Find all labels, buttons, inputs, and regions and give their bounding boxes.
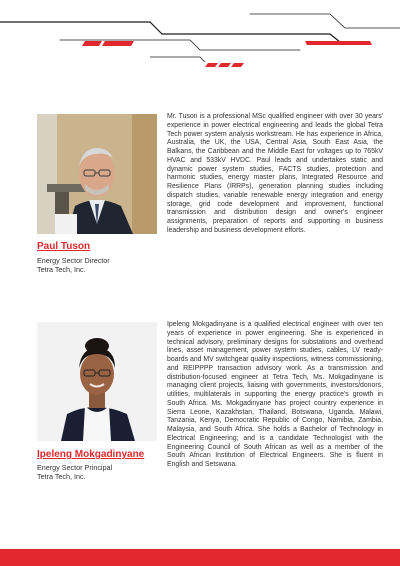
portrait-man-image <box>37 114 157 234</box>
profile-name: Ipeleng Mokgadinyane <box>37 449 145 460</box>
profile-role: Energy Sector Principal <box>37 463 113 472</box>
profile-name: Paul Tuson <box>37 241 91 252</box>
profile-bio: Mr. Tuson is a professional MSc qualified engineer with over 30 years' experience in power electrical engineering and leads the global Tetra Tech power system analysis workstream. He has experience in Africa, Australia, the UK, the USA, Central Asia, South East Asia, the Balkans, the Caribbean and the Middle East for voltages up to 765kV HVAC and 533kV HVDC. Paul leads and undertakes static and dynamic power system studies, FACTS studies, protection and harmonic studies, energy master plans, Integrated Resource and Resilience Plans (IRRPs), generation planning studies including dispatch studies, variable renewable energy integration and energy storage, grid code development and improvement, functional transmission and distribution design and owner's engineer assignments, preparation of reports and supporting in business leadership and business development efforts. <box>167 113 383 234</box>
footer-band <box>0 549 400 566</box>
profile-company: Tetra Tech, Inc. <box>37 472 86 481</box>
portrait-woman-image <box>37 322 157 441</box>
profile-photo <box>37 114 157 234</box>
header-underline <box>150 57 205 62</box>
header-red-bars <box>82 41 372 67</box>
profile-bio: Ipeleng Mokgadinyane is a qualified electrical engineer with over ten years of experience in power engineering. She is experienced in technical advisory, preliminary designs for substations and overhead lines, asset management, power system studies, cables, LV ready-boards and MV switchgear quality inspections, witness commissioning, and REIPPPP transaction advisory work. As a transmission and distribution-focused engineer at Tetra Tech, Ms. Mokgadinyane is managing client projects, liaising with governments, investors/donors, utilities, multilaterals in supporting the energy practice's growth in South Africa. Ms. Mokgadinyane has project country experience in Sierra Leone, Kazakhstan, Thailand, Botswana, Uganda, Malawi, Tanzania, Kenya, Democratic Republic of Congo, Namibia, Zambia, Malaysia, and South Africa. She holds a Bachelor of Technology in Electrical Engineering; and is a candidate Technologist with the Engineering Council of South African as well as a member of the South African Institution of Electrical Engineers. She is fluent in English and Setswana. <box>167 321 384 468</box>
header-decoration <box>0 0 400 80</box>
profile-role: Energy Sector Director <box>37 256 110 265</box>
profile-photo <box>37 322 157 441</box>
profile-company: Tetra Tech, Inc. <box>37 265 86 274</box>
